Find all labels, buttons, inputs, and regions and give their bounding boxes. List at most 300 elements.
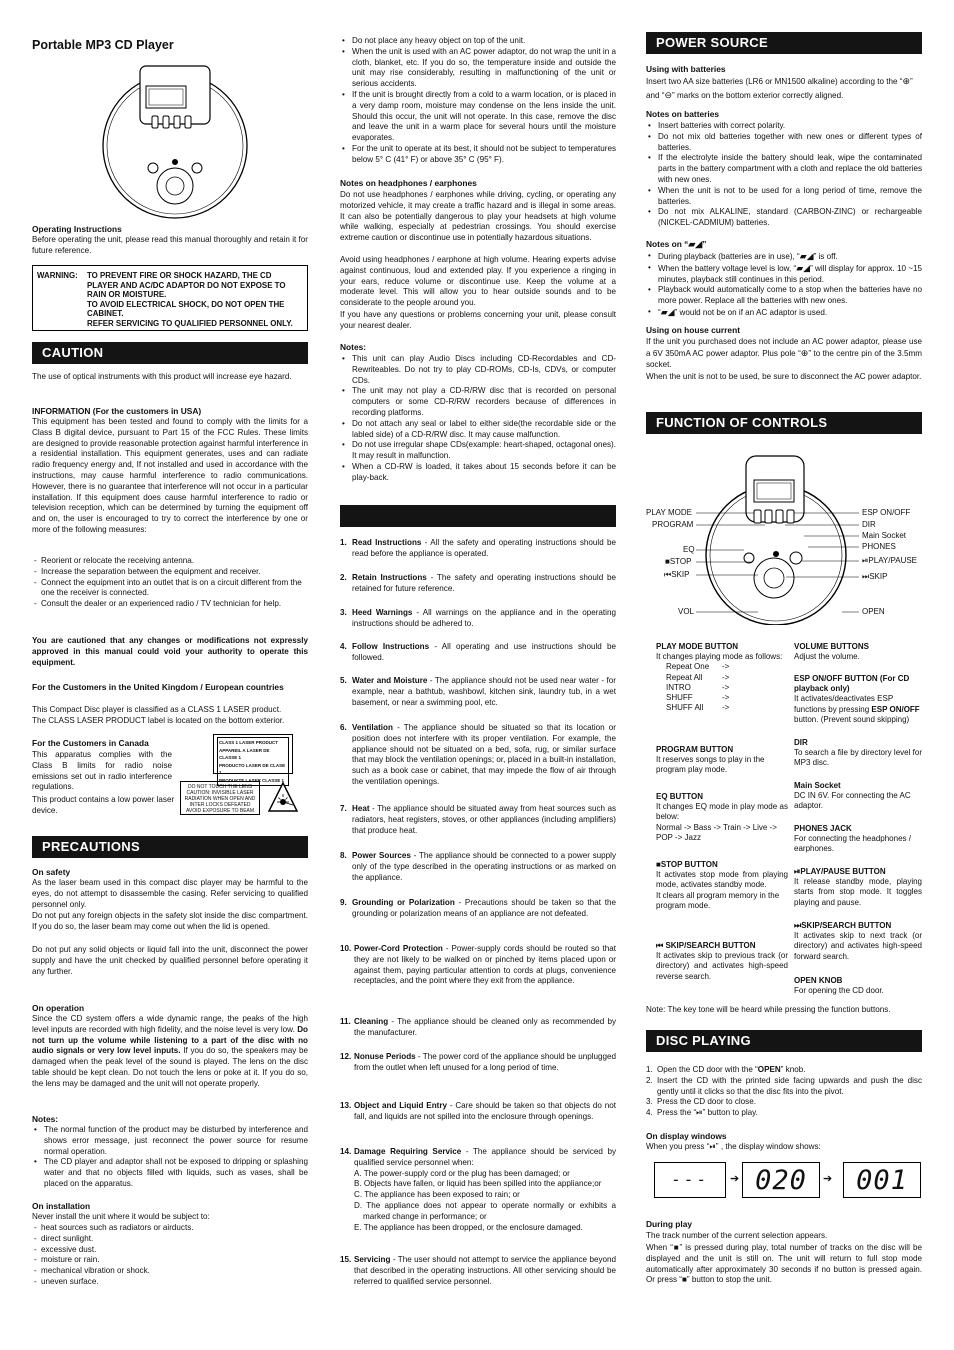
list-item: C. The appliance has been exposed to rain; or [354, 1190, 520, 1200]
desc-title: Main Socket [794, 781, 841, 790]
label-skip-right-text: SKIP [869, 572, 888, 581]
dir-desc [794, 738, 922, 769]
item-title: Power-Cord Protection [354, 944, 443, 953]
lcd-display-track [843, 1162, 921, 1198]
item-number: 13. [340, 1101, 352, 1110]
safety-item [340, 538, 616, 560]
item-number: 14. [340, 1147, 352, 1156]
safety-item [340, 608, 616, 630]
laser-danger-label: DO NOT TOUCH THE LENS CAUTION: INVISIBLE LASER RADIATION WHEN OPEN AND INTER LOCKS DEFEATED AVOID EXPOSURE TO BEAM [180, 781, 260, 815]
main-socket-desc [794, 781, 922, 812]
eq-desc [656, 792, 788, 843]
desc-text: It activates stop mode from playing mode, activates standby mode. [656, 870, 788, 890]
lcd-display-reading [654, 1162, 726, 1198]
uk-text-2: The CLASS LASER PRODUCT label is located on the bottom exterior. [32, 716, 285, 725]
operation-heading: On operation [32, 1003, 85, 1013]
caution-text: The use of optical instruments with this product will increase eye hazard. [32, 372, 292, 381]
desc-title: DIR [794, 738, 808, 747]
list-item: E. The appliance has been dropped, or the enclosure damaged. [354, 1222, 583, 1232]
label-line: PRODUCTO LASER DE CLASE 1 [219, 762, 286, 775]
mode-name: SHUFF All [666, 703, 704, 713]
list-item [666, 693, 788, 703]
item-number: 5. [340, 676, 347, 685]
list-item: • When the unit is not to be used for a long period of time, remove the batteries. [646, 186, 922, 208]
desc-text: For opening the CD door. [794, 986, 884, 996]
key-tone-note: Note: The key tone will be heard while pressing the function buttons. [646, 1005, 891, 1014]
safety-item [340, 1017, 616, 1039]
plus-pole-icon: ⊕ [800, 347, 809, 358]
label-esp: ESP ON/OFF [862, 508, 911, 517]
item-title: Cleaning [354, 1017, 389, 1026]
step-text: Insert the CD with the printed side facing upwards and push the disc gently until it clicks so that the disc fits into the pivot. [657, 1075, 922, 1096]
play-pause-icon: ⏯ [862, 556, 869, 565]
dp-text-b: ” is pressed during play, total number of tracks on the disc will be displayed and the unit is still on. The unit will return to full stop mode automatically after approximately 30 seconds if no button is pressed again. Or press “ [646, 1243, 923, 1285]
skip-left-desc [656, 941, 788, 982]
operation-text-a: Since the CD system offers a wide dynamic range, the peaks of the high level inputs are recorded with high fidelity, and the noise level is very low. [32, 1014, 308, 1034]
warning-text-3: REFER SERVICING TO QUALIFIED PERSONNEL ONLY. [87, 318, 293, 328]
player-illustration [100, 62, 250, 222]
step-number: 1. [646, 1065, 653, 1074]
volume-desc [794, 642, 922, 662]
skip-forward-icon: ⏭ [862, 572, 870, 581]
mode-name: INTRO [666, 682, 691, 692]
desc-title-text: PLAY/PAUSE BUTTON [800, 867, 886, 876]
label-line: PRODUKTE LASER CLASSE 1 [219, 777, 285, 783]
list-item: • The unit may not play a CD-R/RW disc that is recorded on personal computers or some CD-R/RW recorders because of differences in recording platforms. [340, 386, 616, 418]
item-text-a: When the battery voltage level is low, “ [658, 263, 797, 273]
safety-item [340, 723, 616, 788]
arrow: -> [722, 693, 730, 703]
esp-text-b: button. (Prevent sound skipping) [794, 714, 910, 724]
safety-text-2: Do not put any foreign objects in the safety slot inside the disc compartment. If you do so, the laser beam may come out when the lid is opened. [32, 911, 308, 931]
play-mode-desc [656, 642, 788, 713]
step-text-bold: OPEN [757, 1065, 781, 1074]
safety-item [340, 898, 616, 920]
damage-list [354, 1169, 616, 1234]
item-number: 6. [340, 723, 347, 732]
item-text: - All the safety and operating instructions should be read before the appliance is operated. [352, 538, 616, 558]
item-text: - Power-supply cords should be routed so that they are not likely to be walked on or pinched by items placed upon or against them, paying particular attention to cords at plugs, convenience receptacles, and the point where they exit from the appliance. [354, 944, 616, 986]
minus-circle-icon: ⊖ [664, 89, 672, 100]
desc-title [656, 941, 788, 951]
esp-desc [794, 674, 922, 725]
batteries-text [646, 75, 922, 102]
desc-text: Adjust the volume. [794, 652, 860, 662]
power-source-heading: POWER SOURCE [646, 32, 922, 54]
desc-text-2: Normal -> Bass -> Train -> Live -> POP -> Jazz [656, 822, 777, 842]
item-text: - The appliance should be serviced by qualified service personnel when: [354, 1147, 616, 1167]
step-number: 3. [646, 1097, 653, 1107]
label-play-mode: PLAY MODE [646, 508, 692, 517]
canada-heading: For the Customers in Canada [32, 738, 149, 748]
item-text: - All warnings on the appliance and in the operating instructions should be adhered to. [352, 608, 616, 628]
item-title: Heat [352, 804, 370, 813]
item-text: - Care should be taken so that objects do not fall, and liquids are not spilled into the enclosure through openings. [354, 1101, 616, 1121]
list-item: • Do not place any heavy object on top of the unit. [340, 36, 616, 47]
dp-text-a: When “ [646, 1243, 673, 1252]
item-title: Retain Instructions [352, 573, 427, 582]
controls-diagram [646, 450, 922, 625]
desc-text: It reserves songs to play in the program play mode. [656, 755, 765, 775]
class1-laser-label [213, 734, 293, 783]
lcd-track-text: 001 [856, 1165, 908, 1196]
list-item: - Increase the separation between the equipment and receiver. [32, 567, 308, 578]
during-play-heading: During play [646, 1219, 693, 1229]
list-item [646, 1065, 922, 1076]
item-title: Object and Liquid Entry [354, 1101, 447, 1110]
col1-notes-list [32, 1125, 308, 1190]
label-play-pause-text: PLAY/PAUSE [868, 556, 918, 565]
safety-item [340, 851, 616, 883]
heading-text-b: ” [702, 239, 707, 249]
item-number: 12. [340, 1052, 352, 1061]
arrow-icon: ➔ [730, 1173, 740, 1185]
item-text-b: ” would not be on if an AC adaptor is used. [674, 307, 828, 317]
info-text: This equipment has been tested and found to comply with the limits for a Class B digital device, pursuant to Part 15 of the FCC Rules. These limits are designed to provide reasonable protection against harmful interference in a residential installation. This equipment generates, uses and can radiate radio frequency energy and, If not installed and used in accordance with the instructions, may cause harmful interference to radio communications. However, there is no guarantee that interference will not occur in a particular installation. If this equipment does cause harmful interference to radio or television reception, which can be determined by turning the equipment off and on, the user is encouraged to try to correct the interference by one or more of the following measures: [32, 417, 308, 534]
desc-text: For connecting the headphones / earphones. [794, 834, 911, 854]
skip-forward-icon: ⏭ [794, 921, 802, 930]
esp-text-a: It activates/deactivates ESP functions by pressing [794, 694, 894, 714]
laser-warning-icon [268, 781, 298, 815]
item-number: 2. [340, 573, 347, 582]
warning-text-2: TO AVOID ELECTRICAL SHOCK, DO NOT OPEN THE CABINET. [87, 299, 285, 319]
item-text: - The user should not attempt to service the appliance beyond that described in the operating instructions. All other servicing should be referred to qualified service personnel. [354, 1255, 616, 1286]
item-text: - The appliance should be connected to a power supply only of the type described in the operating instructions or as marked on the appliance. [352, 851, 616, 882]
battery-low-icon: ▰◢ [688, 239, 703, 249]
stop-icon: ■ [681, 1275, 687, 1285]
item-title: Damage Requiring Service [354, 1147, 462, 1156]
during-play-text: The track number of the current selection appears. [646, 1231, 828, 1240]
odw-text-b: ” , the display window shows: [715, 1142, 821, 1151]
item-number: 8. [340, 851, 347, 860]
arrow: -> [722, 672, 730, 682]
safety-text-3: Do not put any solid objects or liquid fall into the unit, disconnect the power supply and have the unit checked by qualified personnel before operating it any further. [32, 945, 308, 976]
list-item: • Playback would automatically come to a stop when the batteries have no more power. Replace all the batteries with new ones. [646, 285, 922, 307]
list-item [646, 1076, 922, 1098]
step-text-a: Press the “ [657, 1108, 697, 1118]
item-text: - The appliance should not be used near water - for example, near a bathtub, washbowl, kitchen sink, laundry tub, in a wet basement, or near a swimming pool, etc. [352, 676, 616, 707]
col1-notes-heading: Notes: [32, 1114, 59, 1124]
col2-notes-list [340, 354, 616, 484]
item-number: 3. [340, 608, 347, 617]
item-text: - The appliance should be situated away from heat sources such as radiators, heat registers, stoves, or other appliances (including amplifiers) that produce heat. [352, 804, 616, 835]
label-vol: VOL [678, 607, 695, 616]
item-text-b: ” will display for approx. 10 ~15 minutes, playback still continues in this period. [658, 263, 922, 284]
desc-text: DC IN 6V. For connecting the AC adaptor. [794, 791, 911, 811]
step-number: 2. [646, 1075, 653, 1085]
odw-text-a: When you press “ [646, 1142, 710, 1151]
safety-item [340, 642, 616, 664]
operation-text-c: If you do so, the speakers may be damaged when the peak level of the sound is played. The lens on the disc table should be kept clean. Do not touch the lens or poke at it. If you do so, the lens may be damaged and the unit will not operate properly. [32, 1046, 308, 1088]
step-text-a: Open the CD door with the “ [657, 1065, 758, 1074]
label-stop [665, 557, 691, 568]
safety-text: As the laser beam used in this compact disc player may be harmful to the eyes, do not attempt to disassemble the casing. Refer servicing to qualified personnel only. [32, 878, 308, 909]
item-number: 10. [340, 944, 352, 953]
safety-item [340, 1255, 616, 1287]
skip-right-desc [794, 921, 922, 962]
desc-text: It changes playing mode as follows: [656, 652, 783, 662]
arrow: -> [722, 703, 730, 713]
warning-box [32, 265, 308, 331]
item-text: - The appliance should be cleaned only as recommended by the manufacturer. [354, 1017, 616, 1037]
item-title: Power Sources [352, 851, 411, 860]
batteries-text-a: Insert two AA size batteries (LR6 or MN1500 alkaline) according to the “ [646, 77, 903, 86]
stop-icon: ■ [665, 557, 670, 566]
desc-title [794, 867, 922, 877]
play-pause-desc [794, 867, 922, 908]
lcd-track-count-text: 020 [755, 1165, 807, 1196]
list-item [646, 307, 922, 319]
notes-batteries-list [646, 121, 922, 229]
program-desc [656, 745, 788, 776]
canada-text: This apparatus complies with the Class B limits for radio noise emissions set out in radio interference regulations. [32, 750, 172, 792]
item-title: Servicing [354, 1255, 391, 1264]
desc-title [794, 921, 922, 931]
list-item [666, 703, 788, 713]
desc-title-text: SKIP/SEARCH BUTTON [801, 921, 892, 930]
label-play-pause [862, 556, 917, 567]
item-text: - The appliance should be situated so that its location or position does not interfere with its proper ventilation. For example, the appliance should not be situated on a bed, sofa, rug, or similar surface that may block the ventilation openings; or, placed in a built-in installation, such as a book case or cabinet, that may impede the flow of air through the ventilation openings. [352, 723, 616, 786]
disc-playing-steps [646, 1065, 922, 1119]
list-item: - mechanical vibration or shock. [32, 1266, 308, 1277]
item-text-a: “ [658, 307, 661, 317]
safety-item [340, 573, 616, 595]
during-play-text-2 [646, 1243, 922, 1286]
list-item: • This unit can play Audio Discs including CD-Recordables and CD-Rewriteables. Do not try to play CD-ROMs, CD-Is, CDVs, or computer CDs. [340, 354, 616, 386]
item-number: 1. [340, 538, 347, 547]
lcd-display-track-count [742, 1162, 820, 1198]
mode-name: SHUFF [666, 693, 693, 703]
dp-text-c: ” button to stop the unit. [686, 1275, 772, 1285]
installation-text: Never install the unit where it would be subject to: [32, 1212, 210, 1221]
safety-item [340, 1147, 616, 1233]
house-text-b: ” to the centre pin of the 3.5mm socket. [646, 348, 922, 369]
list-item: - Consult the dealer or an experienced radio / TV technician for help. [32, 599, 308, 610]
list-item: • Insert batteries with correct polarity. [646, 121, 922, 132]
notes-indicator-heading [646, 239, 922, 250]
label-skip-left-text: SKIP [671, 570, 690, 579]
desc-text: It release standby mode, playing starts from stop mode. It toggles playing and pause. [794, 877, 922, 907]
open-desc [794, 976, 922, 996]
lcd-reading-text: --- [671, 1170, 709, 1189]
esp-text-bold: ESP ON/OFF [871, 704, 920, 714]
list-item: - direct sunlight. [32, 1234, 308, 1245]
desc-title-text: SKIP/SEARCH BUTTON [665, 941, 756, 950]
label-stop-text: STOP [669, 557, 692, 566]
list-item [666, 683, 788, 693]
desc-title-text: STOP BUTTON [660, 860, 718, 869]
house-current-heading: Using on house current [646, 325, 740, 335]
arrow: -> [722, 682, 730, 692]
info-list [32, 556, 308, 610]
batteries-text-b: ” and “ [646, 77, 913, 100]
headphones-text: Do not use headphones / earphones while driving, cycling, or operating any motorized vehicle, it may create a traffic hazard and is illegal in some areas. It can also be potentially dangerous to play your headsets at high volume while walking, especially at pedestrian crossings. You should exercise extreme caution or discontinue use in potentially hazardous situations. [340, 190, 616, 243]
item-text: - The safety and operating instructions should be retained for future reference. [352, 573, 616, 593]
label-line: CLASS 1 LASER PRODUCT [219, 740, 279, 745]
list-item: • Do not attach any seal or label to either side(the recordable side or the labled side) of a CD-R/RW disc. It may cause malfunction. [340, 419, 616, 441]
headphones-text-2: Avoid using headphones / earphone at high volume. Hearing experts advise against continuous, loud and extended play. If you experience a ringing in your ears, reduce volume or discontinue use. Keep the volume at a moderate level. This will allow you to hear outside sounds and to be considerate to the people around you. [340, 255, 616, 308]
list-item: A. The power-supply cord or the plug has been damaged; or [354, 1168, 570, 1178]
installation-heading: On installation [32, 1201, 91, 1211]
headphones-heading: Notes on headphones / earphones [340, 178, 477, 188]
list-item [646, 1097, 922, 1108]
list-item: - excessive dust. [32, 1245, 308, 1256]
doc-title: Portable MP3 CD Player [32, 38, 174, 52]
item-text: - All operating and use instructions should be followed. [352, 642, 616, 662]
safety-item [340, 804, 616, 836]
list-item: - moisture or rain. [32, 1255, 308, 1266]
function-controls-heading: FUNCTION OF CONTROLS [646, 412, 922, 434]
warning-text: TO PREVENT FIRE OR SHOCK HAZARD, THE CD PLAYER AND AC/DC ADAPTOR DO NOT EXPOSE TO RAIN OR MOISTURE. [87, 271, 286, 300]
operation-text [32, 1014, 308, 1090]
list-item: • For the unit to operate at its best, it should not be subject to temperatures below 5° C (41° F) or above 35° C (95° F). [340, 144, 616, 166]
desc-text [794, 694, 922, 725]
uk-text: This Compact Disc player is classified as a CLASS 1 LASER product. [32, 705, 282, 714]
notes-batteries-heading: Notes on batteries [646, 109, 720, 119]
modification-warning: You are cautioned that any changes or modifications not expressly approved in this manual could void your authority to operate this equipment. [32, 636, 308, 667]
label-dir: DIR [862, 520, 876, 529]
item-number: 15. [340, 1255, 352, 1264]
item-text: - The power cord of the appliance should be unplugged from the outlet when left unused for a long period of time. [354, 1052, 616, 1072]
caution-heading: CAUTION [32, 342, 308, 364]
item-text-a: During playback (batteries are in use), “ [658, 252, 800, 261]
desc-text: It changes EQ mode in play mode as below: [656, 802, 788, 822]
item-text-b: ” is off. [813, 252, 838, 261]
desc-text: To search a file by directory level for MP3 disc. [794, 748, 922, 768]
stop-icon: ■ [672, 1243, 680, 1252]
item-title: Grounding or Polarization [352, 898, 455, 907]
phones-desc [794, 824, 922, 855]
item-title: Ventilation [352, 723, 393, 732]
list-item: - heat sources such as radiators or airducts. [32, 1223, 308, 1234]
safety-item [340, 1101, 616, 1123]
list-item: D. The appliance does not appear to operate normally or exhibits a marked change in performance; or [354, 1200, 616, 1221]
item-number: 7. [340, 804, 347, 813]
notes-indicator-list [646, 251, 922, 319]
arrow-icon: ➔ [823, 1173, 833, 1185]
step-text-b: ” button to play. [702, 1108, 758, 1118]
play-pause-icon: ⏯ [794, 867, 801, 876]
desc-title: VOLUME BUTTONS [794, 642, 869, 651]
list-item: - uneven surface. [32, 1277, 308, 1288]
item-title: Water and Moisture [352, 676, 428, 685]
batteries-text-c: ” marks on the bottom exterior correctly aligned. [672, 90, 844, 100]
desc-text-2: It clears all program memory in the program mode. [656, 890, 780, 910]
play-pause-icon: ⏯ [709, 1142, 716, 1151]
stop-desc [656, 860, 788, 911]
safety-item [340, 944, 616, 987]
desc-title: PROGRAM BUTTON [656, 745, 734, 754]
info-heading: INFORMATION (For the customers in USA) [32, 406, 202, 416]
desc-text: It activates skip to previous track (or directory) and activates high-speed reverse search. [656, 951, 788, 981]
uk-heading: For the Customers in the United Kingdom / European countries [32, 682, 284, 692]
label-phones: PHONES [862, 542, 896, 551]
list-item [666, 673, 788, 683]
list-item: • When a CD-RW is loaded, it takes about 15 seconds before it can be play-back. [340, 462, 616, 484]
plus-circle-icon: ⊕ [902, 76, 910, 86]
canada-text-2: This product contains a low power laser device. [32, 795, 175, 815]
list-item: B. Objects have fallen, or liquid has been spilled into the appliance;or [354, 1179, 602, 1189]
item-title: Follow Instructions [352, 642, 430, 651]
battery-low-icon: ▰◢ [799, 251, 814, 261]
operation-text-bold: Do not turn up the volume while listening to a part of the disc with no audio signals or very low level inputs. [32, 1024, 308, 1056]
installation-list [32, 1223, 308, 1288]
step-text-b: ” knob. [780, 1065, 806, 1074]
item-number: 11. [340, 1017, 351, 1026]
safety-heading: On safety [32, 867, 71, 877]
skip-back-icon: ⏮ [656, 941, 664, 950]
list-item: • If the electrolyte inside the battery should leak, wipe the contaminated parts in the battery compartment with a cloth and replace the old batteries with new ones. [646, 153, 922, 185]
list-item [646, 263, 922, 286]
list-item: • The CD player and adaptor shall not be exposed to dripping or splashing water and that no objects filled with liquids, such as vases, shall be placed on the apparatus. [32, 1157, 308, 1189]
label-main-socket: Main Socket [862, 531, 907, 540]
desc-title [656, 860, 788, 870]
item-title: Heed Warnings [352, 608, 413, 617]
list-item: • Do not use irregular shape CDs(example: heart-shaped, octagonal ones). It may result in malfunction. [340, 440, 616, 462]
mode-name: Repeat All [666, 672, 703, 682]
battery-low-icon: ▰◢ [796, 262, 811, 273]
warning-label: WARNING: [37, 271, 78, 280]
item-number: 9. [340, 898, 347, 907]
arrow: -> [722, 662, 730, 672]
safety-item [340, 1052, 616, 1074]
list-item: • Do not mix ALKALINE, standard (CARBON-ZINC) or rechargeable (NICKEL-CADMIUM) batteries. [646, 207, 922, 229]
mode-name: Repeat One [666, 662, 710, 672]
precautions-heading: PRECAUTIONS [32, 836, 308, 858]
step-text: Press the CD door to close. [657, 1097, 756, 1107]
operating-instructions-heading: Operating Instructions [32, 224, 122, 234]
heading-text-a: Notes on “ [646, 239, 689, 249]
label-skip-right [862, 572, 887, 583]
item-title: Read Instructions [352, 538, 422, 547]
desc-title: OPEN KNOB [794, 976, 843, 985]
item-text: - Precautions should be taken so that the grounding or polarization means of an appliance are not defeated. [352, 898, 616, 918]
house-current-text [646, 336, 922, 371]
label-eq: EQ [683, 545, 695, 554]
display-windows-text [646, 1142, 922, 1153]
list-item: • Do not mix old batteries together with new ones or different types of batteries. [646, 132, 922, 154]
list-item [666, 662, 788, 672]
list-item: - Connect the equipment into an outlet that is on a circuit different from the one the receiver is connected. [32, 578, 308, 600]
label-skip-left [664, 570, 689, 581]
house-text-a: If the unit you purchased does not include an AC power adaptor, please use a 6V 350mA AC power adaptor. Plus pole “ [646, 337, 922, 358]
label-line: APPAREIL A LASER DE CLASSE 1 [219, 747, 270, 760]
list-item: • The normal function of the product may be disturbed by interference and shows error message, just reconnect the power source for resume normal operation. [32, 1125, 308, 1157]
desc-text: It activates skip to next track (or directory) and activates high-speed forward search. [794, 931, 922, 961]
play-mode-list [656, 662, 788, 713]
disc-playing-heading: DISC PLAYING [646, 1030, 922, 1052]
label-program: PROGRAM [652, 520, 694, 529]
list-item: • When the unit is used with an AC power adaptor, do not wrap the unit in a cloth, blanket, etc. If you do so, the temperature inside and outside the unit may rise considerably, resulting in malfunctioning of the unit or serious accidents. [340, 47, 616, 90]
label-open: OPEN [862, 607, 885, 616]
desc-title: EQ BUTTON [656, 792, 703, 801]
list-item [646, 1108, 922, 1119]
item-number: 4. [340, 642, 347, 651]
display-windows-heading: On display windows [646, 1131, 727, 1141]
col2-top-list [340, 36, 616, 166]
list-item [646, 251, 922, 263]
desc-title: ESP ON/OFF BUTTON (For CD playback only) [794, 674, 910, 694]
safety-item [340, 676, 616, 708]
col2-notes-heading: Notes: [340, 342, 367, 352]
house-current-text-2: When the unit is not to be used, be sure to disconnect the AC power adaptor. [646, 372, 922, 381]
desc-title: PLAY MODE BUTTON [656, 642, 739, 651]
batteries-heading: Using with batteries [646, 64, 726, 74]
list-item: • If the unit is brought directly from a cold to a warm location, or is placed in a very damp room, moisture may condense on the lens inside the unit. Should this occur, the unit will not operate. In this case, remove the disc and leave the unit in a warm place for several hours until the moisture evaporates. [340, 90, 616, 144]
stop-icon: ■ [656, 860, 661, 869]
play-pause-icon: ⏯ [696, 1108, 703, 1118]
item-title: Nonuse Periods [354, 1052, 416, 1061]
